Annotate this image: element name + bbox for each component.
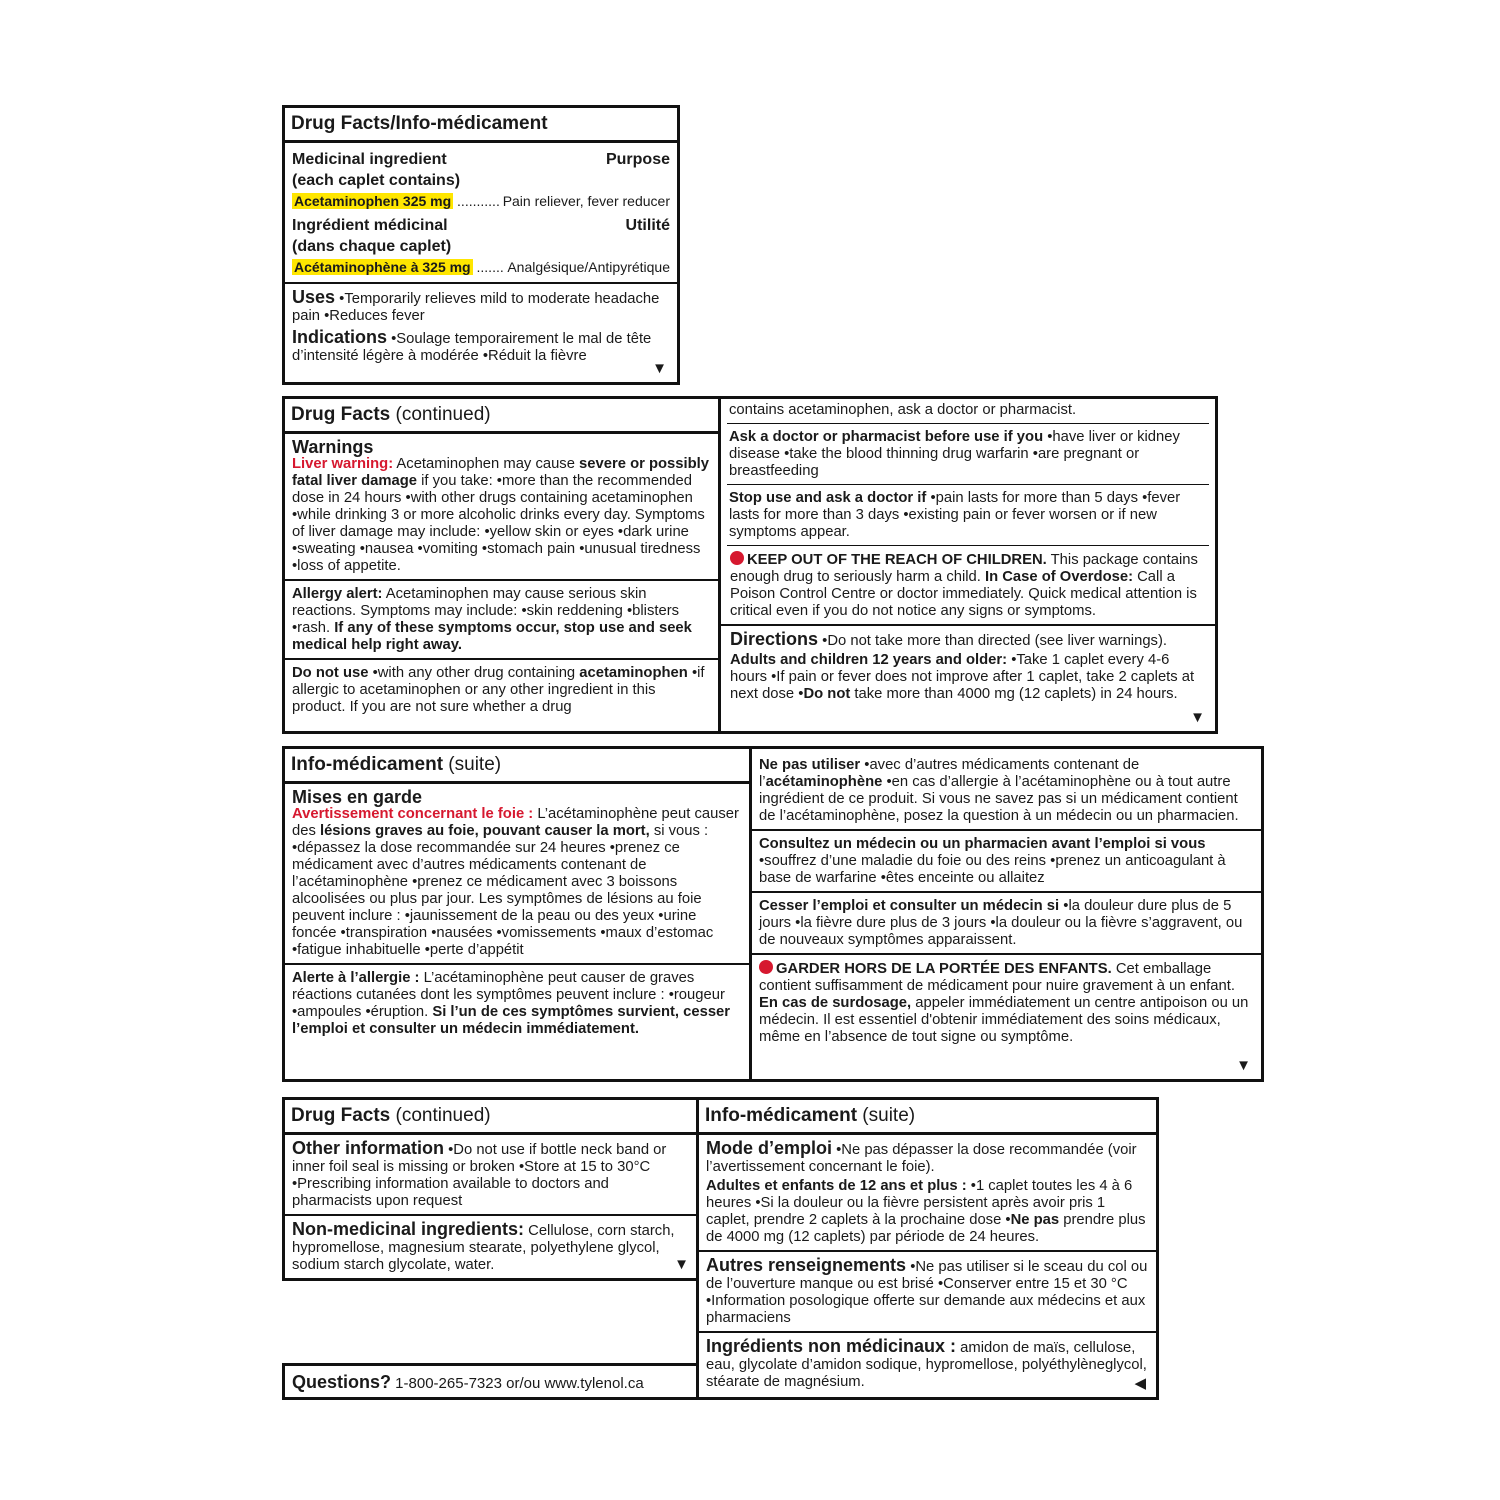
panel-drug-facts-continued [282,396,1218,734]
fr-ingredient-sub: (dans chaque caplet) [292,238,452,255]
continue-arrow-icon: ▼ [674,1256,689,1273]
en-ingredient-sub: (each caplet contains) [292,172,461,189]
continue-arrow-icon: ▼ [1190,709,1205,726]
mode-emploi-section: Mode d’emploi •Ne pas dépasser la dose recommandée (voir l’avertissement concernant le foie). Adultes et enfants de 12 ans et plus : •1 caplet toutes les 4 à 6 heures •Si la douleur ou la fièvre persistent après avoir pris 1 caplet, prendre 2 caplets à la prochaine dose •Ne pas prendre plus de 4000 mg (12 caplets) par période de 24 heures. [699,1135,1156,1252]
purpose-head: Purpose [605,151,670,168]
panel5-header: Info-médicament (suite) [699,1100,1156,1135]
panel-title: Drug Facts/Info-médicament [285,108,677,143]
panel-drug-facts-main [282,105,680,385]
consultez-section: Consultez un médecin ou un pharmacien avant l’emploi si vous •souffrez d’une maladie du foie ou des reins •prenez un anticoagulant à base de warfarine •êtes enceinte ou allaitez [752,831,1261,893]
warnings-head: Warnings [292,437,374,457]
liver-warning-section: Warnings Liver warning: Acetaminophen may cause severe or possibly fatal liver damage if you take: •more than the recommended dose in 24 hours •with other drugs containing acetaminophen •while drinking 3 or more alcoholic drinks every day. Symptoms of liver damage may include: •yellow skin or eyes •dark urine •sweating •nausea •vomiting •stomach pain •unusual tiredness •loss of appetite. [285,434,718,581]
non-medicinal-section: Non-medicinal ingredients: Cellulose, corn starch, hypromellose, magnesium stearate, polyethylene glycol, sodium starch glycolate, water. [292,1219,675,1273]
allergy-alert-section: Allergy alert: Acetaminophen may cause serious skin reactions. Symptoms may include: •skin reddening •blisters •rash. If any of these symptoms occur, stop use and seek medical help right away. [285,581,718,660]
fr-active-ingredient: Acétaminophène à 325 mg [294,259,471,275]
questions-head: Questions? [292,1372,392,1392]
continued-text: contains acetaminophen, ask a doctor or pharmacist. [727,399,1209,424]
panel3-left-column [285,749,752,1079]
liver-warning-label: Liver warning: [292,456,394,472]
uses-section [285,284,677,369]
fr-dots: ....... [472,259,504,275]
do-not-use-section: Do not use •with any other drug containing acetaminophen •if allergic to acetaminophen or any other ingredient in this product. If you are not sure whether a drug [292,665,705,715]
stop-dot-icon [730,551,744,565]
indications-head: Indications [292,327,388,347]
cesser-section: Cesser l’emploi et consulter un médecin si •la douleur dure plus de 5 jours •la fièvre dure plus de 3 jours •la douleur ou la fièvre s’aggravent, ou de nouveaux symptômes apparaissent. [752,893,1261,955]
continue-arrow-icon: ▼ [1236,1057,1251,1074]
panel-drug-facts-continued-2 [282,1097,699,1281]
indications-text: •Soulage temporairement le mal de tête d’intensité légère à modérée •Réduit la fièvre [292,331,652,364]
en-active-ingredient: Acetaminophen 325 mg [294,193,452,209]
other-information-section: Other information •Do not use if bottle neck band or inner foil seal is missing or broken •Store at 15 to 30°C •Prescribing information available to doctors and pharmacists upon request [285,1135,699,1216]
continue-arrow-icon: ▼ [652,360,667,377]
panel3-right-column [752,749,1261,1079]
panel2-right-column [721,399,1215,731]
garder-hors-section: GARDER HORS DE LA PORTÉE DES ENFANTS. Cet emballage contient suffisamment de médicament pour nuire gravement à un enfant. En cas de surdosage, appeler immédiatement un centre antipoison ou un médecin. Il est essentiel d'obtenir immédiatement des soins médicaux, même en l’absence de tout signe ou symptôme. [759,961,1249,1045]
alerte-allergie-section: Alerte à l’allergie : L’acétaminophène peut causer de graves réactions cutanées dont les symptômes peuvent inclure : •rougeur •ampoules •éruption. Si l’un de ces symptômes survient, cesser l’emploi et consulter un médecin immédiatement. [292,970,731,1037]
continue-arrow-left-icon: ◀ [1134,1375,1146,1392]
ne-pas-utiliser-section: Ne pas utiliser •avec d’autres médicaments contenant de l’acétaminophène •en cas d’allergie à l’acétaminophène ou à tout autre ingrédient de ce produit. Si vous ne savez pas si un médicament contient de l’acétaminophène, posez la question à un médecin ou un pharmacien. [752,749,1261,831]
panel3-header: Info-médicament (suite) [285,749,749,784]
panel2-left-column [285,399,721,731]
directions-section: Directions •Do not take more than directed (see liver warnings). Adults and children 12 years and older: •Take 1 caplet every 4-6 hours •If pain or fever does not improve after 1 caplet, take 2 caplets at next dose •Do not take more than 4000 mg (12 caplets) in 24 hours. [730,629,1195,702]
ingredients-non-medicinaux-section: Ingrédients non médicinaux : amidon de maïs, cellulose, eau, glycolate d’amidon sodique, hypromellose, polyéthylèneglycol, stéarate de magnésium. [706,1336,1147,1390]
panel-info-medicament-suite [282,746,1264,1082]
ask-doctor-section: Ask a doctor or pharmacist before use if you •have liver or kidney disease •take the blood thinning drug warfarin •are pregnant or breastfeeding [727,424,1209,485]
en-dots: ........... [453,193,500,209]
fr-purpose-head: Utilité [625,217,670,234]
panel4-header: Drug Facts (continued) [285,1100,699,1135]
stop-use-section: Stop use and ask a doctor if •pain lasts for more than 5 days •fever lasts for more than 3 days •existing pain or fever worsen or if new symptoms appear. [727,485,1209,546]
en-purpose: Pain reliever, fever reducer [502,193,670,209]
fr-purpose: Analgésique/Antipyrétique [507,259,670,275]
uses-head: Uses [292,287,336,307]
questions-box [282,1363,699,1400]
questions-text: 1-800-265-7323 or/ou www.tylenol.ca [391,1375,644,1392]
mises-en-garde-section: Mises en garde Avertissement concernant le foie : L’acétaminophène peut causer des lésions graves au foie, pouvant causer la mort, si vous : •dépassez la dose recommandée sur 24 heures •prenez ce médicament avec d’autres médicaments contenant de l’acétaminophène •prenez ce médicament avec 3 boissons alcoolisées ou plus par jour. Les symptômes de lésions au foie peuvent inclure : •jaunissement de la peau ou des yeux •urine foncée •transpiration •nausées •vomissements •maux d’estomac •fatigue inhabituelle •perte d’appétit [285,784,749,965]
panel2-header: Drug Facts (continued) [285,399,718,434]
panel-info-medicament-suite-2 [696,1097,1159,1400]
uses-text: •Temporarily relieves mild to moderate headache pain •Reduces fever [292,291,660,324]
stop-dot-icon [759,960,773,974]
en-ingredient-head: Medicinal ingredient [292,151,447,168]
ingredient-section [285,143,677,284]
fr-ingredient-head: Ingrédient médicinal [292,217,448,234]
keep-out-of-reach-section: KEEP OUT OF THE REACH OF CHILDREN. This package contains enough drug to seriously harm a child. In Case of Overdose: Call a Poison Control Centre or doctor immediately. Quick medical attention is critical even if you do not notice any signs or symptoms. [721,546,1215,626]
autres-renseignements-section: Autres renseignements •Ne pas utiliser si le sceau du col ou de l’ouverture manque ou est brisé •Conserver entre 15 et 30 °C •Information posologique offerte sur demande aux médecins et aux pharmaciens [699,1252,1156,1333]
